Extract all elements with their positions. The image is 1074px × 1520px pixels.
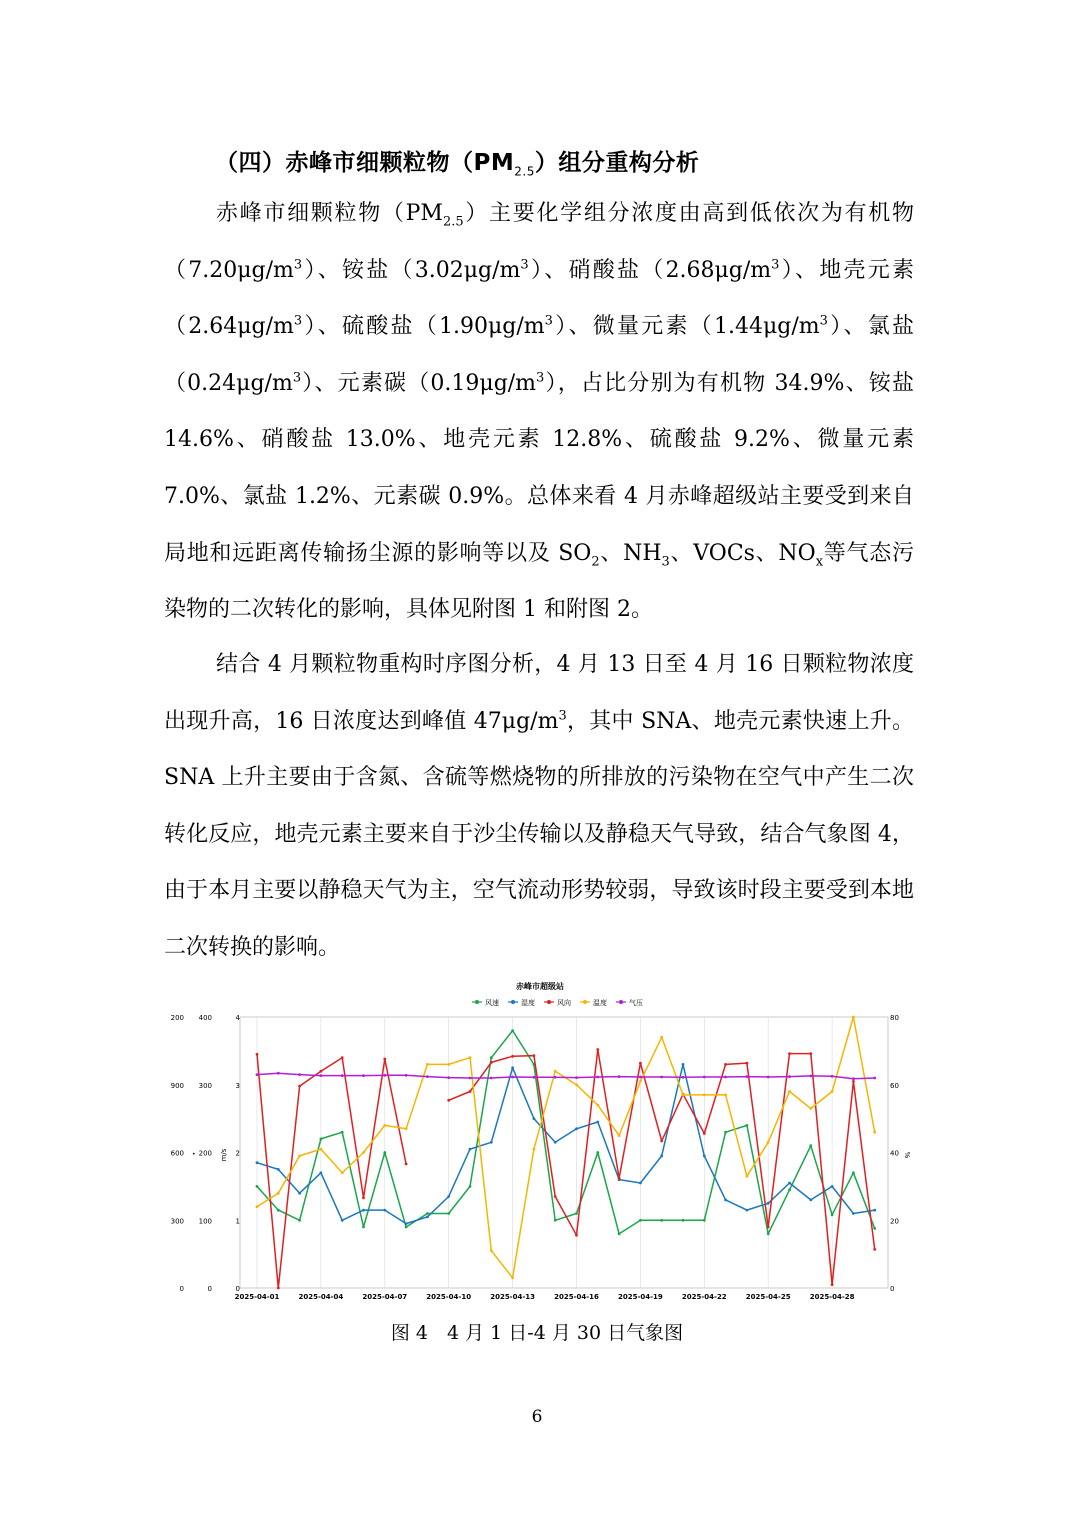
- data-point: [873, 1209, 876, 1212]
- y-tick-label-outer: 900: [170, 1081, 184, 1090]
- data-point: [490, 1141, 493, 1144]
- data-point: [575, 1212, 578, 1215]
- data-point: [809, 1199, 812, 1202]
- data-point: [426, 1212, 429, 1215]
- data-point: [554, 1141, 557, 1144]
- data-point: [298, 1085, 301, 1088]
- y-tick-label-mid: 400: [198, 1014, 212, 1022]
- x-tick-label: 2025-04-25: [745, 1293, 791, 1301]
- section-heading: （四）赤峰市细颗粒物$(PM_{2.5})$组分重构分析: [215, 150, 700, 179]
- y-tick-label-right: 40: [890, 1149, 899, 1158]
- chart-legend: [472, 998, 643, 1007]
- data-point: [724, 1131, 727, 1134]
- data-point: [490, 1077, 493, 1080]
- series-line: [257, 1017, 875, 1278]
- y-tick-label-mid: 0: [207, 1285, 212, 1293]
- data-point: [362, 1074, 365, 1077]
- data-point: [660, 1155, 663, 1158]
- data-point: [873, 1227, 876, 1230]
- data-point: [575, 1083, 578, 1086]
- y-tick-label-inner: 1: [235, 1217, 240, 1226]
- data-point: [746, 1075, 749, 1078]
- data-point: [511, 1029, 514, 1032]
- legend-label: 湿度: [521, 999, 535, 1007]
- y-tick-label-right: 20: [890, 1217, 899, 1226]
- data-point: [447, 1212, 450, 1215]
- data-point: [724, 1094, 727, 1097]
- data-point: [682, 1219, 685, 1222]
- data-point: [554, 1195, 557, 1198]
- data-point: [277, 1168, 280, 1171]
- data-point: [746, 1062, 749, 1065]
- data-point: [724, 1076, 727, 1079]
- series-line: [257, 1064, 875, 1223]
- data-point: [341, 1074, 344, 1077]
- y-tick-label-outer: 200: [170, 1014, 184, 1022]
- data-point: [618, 1177, 621, 1180]
- data-point: [383, 1124, 386, 1127]
- data-point: [682, 1076, 685, 1079]
- data-point: [703, 1076, 706, 1079]
- data-point: [511, 1276, 514, 1279]
- data-point: [533, 1148, 536, 1151]
- data-point: [852, 1077, 855, 1080]
- y-tick-label-outer: 300: [170, 1217, 184, 1226]
- paragraph-timeseries: 结合 4 月颗粒物重构时序图分析，4 月 13 日至 4 月 16 日颗粒物浓度出现升高，16 日浓度达到峰值 $47\mu g/m^3$，其中 SNA、地壳元素快速上升。SNA 上升主要由于含氮、含硫等燃烧物的所排放的污染物在空气中产生二次转化反应，地壳元素主要来自于沙尘传输以及静稳天气导致，结合气象图 4，由于本月主要以静稳天气为主，空气流动形势较弱，导致该时段主要受到本地二次转换的影响。: [164, 652, 914, 960]
- data-point: [575, 1234, 578, 1237]
- data-point: [362, 1226, 365, 1229]
- legend-label: 风向: [557, 999, 571, 1007]
- data-point: [831, 1090, 834, 1093]
- data-point: [554, 1070, 557, 1073]
- x-tick-label: 2025-04-22: [681, 1293, 727, 1301]
- data-point: [852, 1016, 855, 1019]
- data-point: [596, 1048, 599, 1051]
- data-point: [767, 1226, 770, 1229]
- y-tick-label-inner: 4: [235, 1014, 240, 1022]
- data-point: [767, 1202, 770, 1205]
- data-point: [298, 1155, 301, 1158]
- data-point: [639, 1219, 642, 1222]
- data-point: [341, 1171, 344, 1174]
- plot-area: [240, 1017, 888, 1288]
- data-point: [639, 1080, 642, 1083]
- data-point: [639, 1182, 642, 1185]
- data-point: [533, 1076, 536, 1079]
- data-point: [703, 1219, 706, 1222]
- figure-caption: 图 4 4 月 1 日-4 月 30 日气象图: [390, 1322, 684, 1344]
- data-point: [596, 1151, 599, 1154]
- data-point: [660, 1140, 663, 1143]
- data-point: [831, 1283, 834, 1286]
- data-point: [405, 1127, 408, 1130]
- legend-marker: [583, 1000, 587, 1004]
- data-point: [447, 1099, 450, 1102]
- data-point: [298, 1073, 301, 1076]
- data-point: [533, 1054, 536, 1057]
- y-tick-label-outer: 600: [170, 1149, 184, 1158]
- data-point: [852, 1080, 855, 1083]
- data-point: [426, 1216, 429, 1219]
- data-point: [256, 1161, 259, 1164]
- x-tick-label: 2025-04-16: [554, 1293, 599, 1301]
- data-point: [703, 1094, 706, 1097]
- data-point: [469, 1185, 472, 1188]
- data-point: [639, 1076, 642, 1079]
- weather-chart: [160, 975, 920, 1310]
- data-point: [256, 1205, 259, 1208]
- x-tick-label: 2025-04-01: [234, 1293, 280, 1301]
- data-point: [383, 1209, 386, 1212]
- x-tick-label: 2025-04-10: [426, 1293, 472, 1301]
- data-point: [447, 1076, 450, 1079]
- legend-marker: [511, 1000, 515, 1004]
- x-tick-label: 2025-04-28: [809, 1293, 855, 1301]
- data-point: [575, 1127, 578, 1130]
- data-point: [788, 1090, 791, 1093]
- data-point: [873, 1077, 876, 1080]
- data-point: [618, 1232, 621, 1235]
- data-point: [618, 1075, 621, 1078]
- data-point: [788, 1052, 791, 1055]
- data-point: [852, 1171, 855, 1174]
- data-point: [703, 1155, 706, 1158]
- page-number: 6: [531, 1407, 543, 1427]
- data-point: [554, 1076, 557, 1079]
- data-point: [660, 1036, 663, 1039]
- series-line: [257, 1031, 875, 1234]
- data-point: [767, 1076, 770, 1079]
- data-point: [469, 1148, 472, 1151]
- data-point: [724, 1199, 727, 1202]
- data-point: [469, 1056, 472, 1059]
- data-point: [405, 1163, 408, 1166]
- data-point: [405, 1222, 408, 1225]
- data-point: [809, 1144, 812, 1147]
- data-point: [767, 1141, 770, 1144]
- y-tick-label-mid: 100: [198, 1217, 212, 1226]
- data-point: [703, 1132, 706, 1135]
- data-point: [746, 1175, 749, 1178]
- series-line: [257, 1073, 875, 1079]
- legend-marker: [619, 1000, 623, 1004]
- data-point: [383, 1058, 386, 1061]
- data-point: [873, 1248, 876, 1251]
- data-point: [596, 1076, 599, 1079]
- data-point: [788, 1188, 791, 1191]
- data-point: [320, 1070, 323, 1073]
- data-point: [554, 1219, 557, 1222]
- data-point: [596, 1121, 599, 1124]
- legend-label: 温度: [593, 999, 607, 1007]
- data-point: [831, 1185, 834, 1188]
- data-point: [256, 1185, 259, 1188]
- legend-label: 气压: [629, 999, 643, 1007]
- data-point: [447, 1063, 450, 1066]
- x-tick-label: 2025-04-13: [490, 1293, 535, 1301]
- data-point: [490, 1056, 493, 1059]
- data-point: [511, 1066, 514, 1069]
- data-point: [277, 1072, 280, 1075]
- data-point: [405, 1226, 408, 1229]
- y-tick-label-inner: 3: [235, 1081, 240, 1090]
- data-point: [490, 1249, 493, 1252]
- data-point: [660, 1076, 663, 1079]
- data-point: [746, 1124, 749, 1127]
- data-point: [767, 1232, 770, 1235]
- y-axis-label-right: %: [903, 1151, 911, 1159]
- data-point: [596, 1104, 599, 1107]
- data-point: [405, 1074, 408, 1077]
- legend-label: 风速: [485, 999, 499, 1007]
- data-point: [256, 1073, 259, 1076]
- data-point: [341, 1056, 344, 1059]
- y-tick-label-outer: 0: [179, 1285, 184, 1293]
- chart-title: 赤峰市超级站: [516, 982, 564, 991]
- data-point: [341, 1219, 344, 1222]
- data-point: [852, 1212, 855, 1215]
- data-point: [831, 1213, 834, 1216]
- data-point: [277, 1209, 280, 1212]
- data-point: [831, 1075, 834, 1078]
- data-point: [469, 1090, 472, 1093]
- data-point: [639, 1062, 642, 1065]
- data-point: [320, 1148, 323, 1151]
- data-point: [277, 1287, 280, 1290]
- data-point: [277, 1192, 280, 1195]
- data-point: [341, 1131, 344, 1134]
- data-point: [682, 1063, 685, 1066]
- data-point: [533, 1117, 536, 1120]
- chart-series: [256, 1016, 877, 1290]
- data-point: [320, 1074, 323, 1077]
- data-point: [724, 1063, 727, 1066]
- data-point: [511, 1076, 514, 1079]
- y-tick-label-right: 60: [890, 1081, 899, 1090]
- data-point: [788, 1182, 791, 1185]
- data-point: [746, 1209, 749, 1212]
- data-point: [809, 1107, 812, 1110]
- data-point: [362, 1197, 365, 1200]
- data-point: [256, 1053, 259, 1056]
- y-tick-label-mid: 300: [198, 1081, 212, 1090]
- paragraph-composition: 赤峰市细颗粒物$(PM_{2.5})$主要化学组分浓度由高到低依次为有机物$(7.20\mu g/m^3)$、铵盐$(3.02\mu g/m^3)$、硝酸盐$(2.68\mu g/m^3)$、地壳元素$(2.64\mu g/m^3)$、硫酸盐$(1.90\mu g/m^3)$、微量元素$(1.44\mu g/m^3)$、氯盐$(0.24\mu g/m^3)$、元素碳$(0.19\mu g/m^3)$，占比分别为有机物 34.9%、铵盐 14.6%、硝酸盐 13.0%、地壳元素 12.8%、硫酸盐 9.2%、微量元素 7.0%、氯盐 1.2%、元素碳 0.9%。总体来看 4 月赤峰超级站主要受到来自局地和远距离传输扬尘源的影响等以及 $SO_2$、$NH_3$、VOCs、$NO_x$等气态污染物的二次转化的影响，具体见附图 1 和附图 2。: [164, 201, 915, 623]
- data-point: [469, 1077, 472, 1080]
- data-point: [447, 1195, 450, 1198]
- y-tick-label-inner: 0: [235, 1285, 240, 1293]
- data-point: [511, 1055, 514, 1058]
- x-tick-label: 2025-04-07: [362, 1293, 408, 1301]
- data-point: [809, 1075, 812, 1078]
- data-point: [660, 1219, 663, 1222]
- data-point: [618, 1134, 621, 1137]
- y-axis-mark: •: [192, 1151, 196, 1158]
- data-point: [426, 1063, 429, 1066]
- data-point: [873, 1131, 876, 1134]
- x-tick-label: 2025-04-04: [298, 1293, 344, 1301]
- data-point: [575, 1076, 578, 1079]
- data-point: [682, 1094, 685, 1097]
- x-tick-label: 2025-04-19: [618, 1293, 663, 1301]
- data-point: [298, 1192, 301, 1195]
- x-axis: [235, 1293, 855, 1301]
- data-point: [383, 1151, 386, 1154]
- y-axis-label-left: m/s: [220, 1148, 228, 1162]
- legend-marker: [547, 1000, 551, 1004]
- data-point: [426, 1075, 429, 1078]
- data-point: [383, 1074, 386, 1077]
- data-point: [362, 1151, 365, 1154]
- data-point: [362, 1209, 365, 1212]
- y-tick-label-mid: 200: [198, 1149, 212, 1158]
- data-point: [320, 1138, 323, 1141]
- legend-marker: [475, 1000, 479, 1004]
- y-tick-label-right: 80: [890, 1014, 899, 1022]
- y-tick-label-right: 0: [890, 1285, 895, 1293]
- data-point: [298, 1219, 301, 1222]
- data-point: [320, 1171, 323, 1174]
- data-point: [788, 1075, 791, 1078]
- data-point: [490, 1061, 493, 1064]
- data-point: [809, 1052, 812, 1055]
- y-tick-label-inner: 2: [235, 1149, 240, 1158]
